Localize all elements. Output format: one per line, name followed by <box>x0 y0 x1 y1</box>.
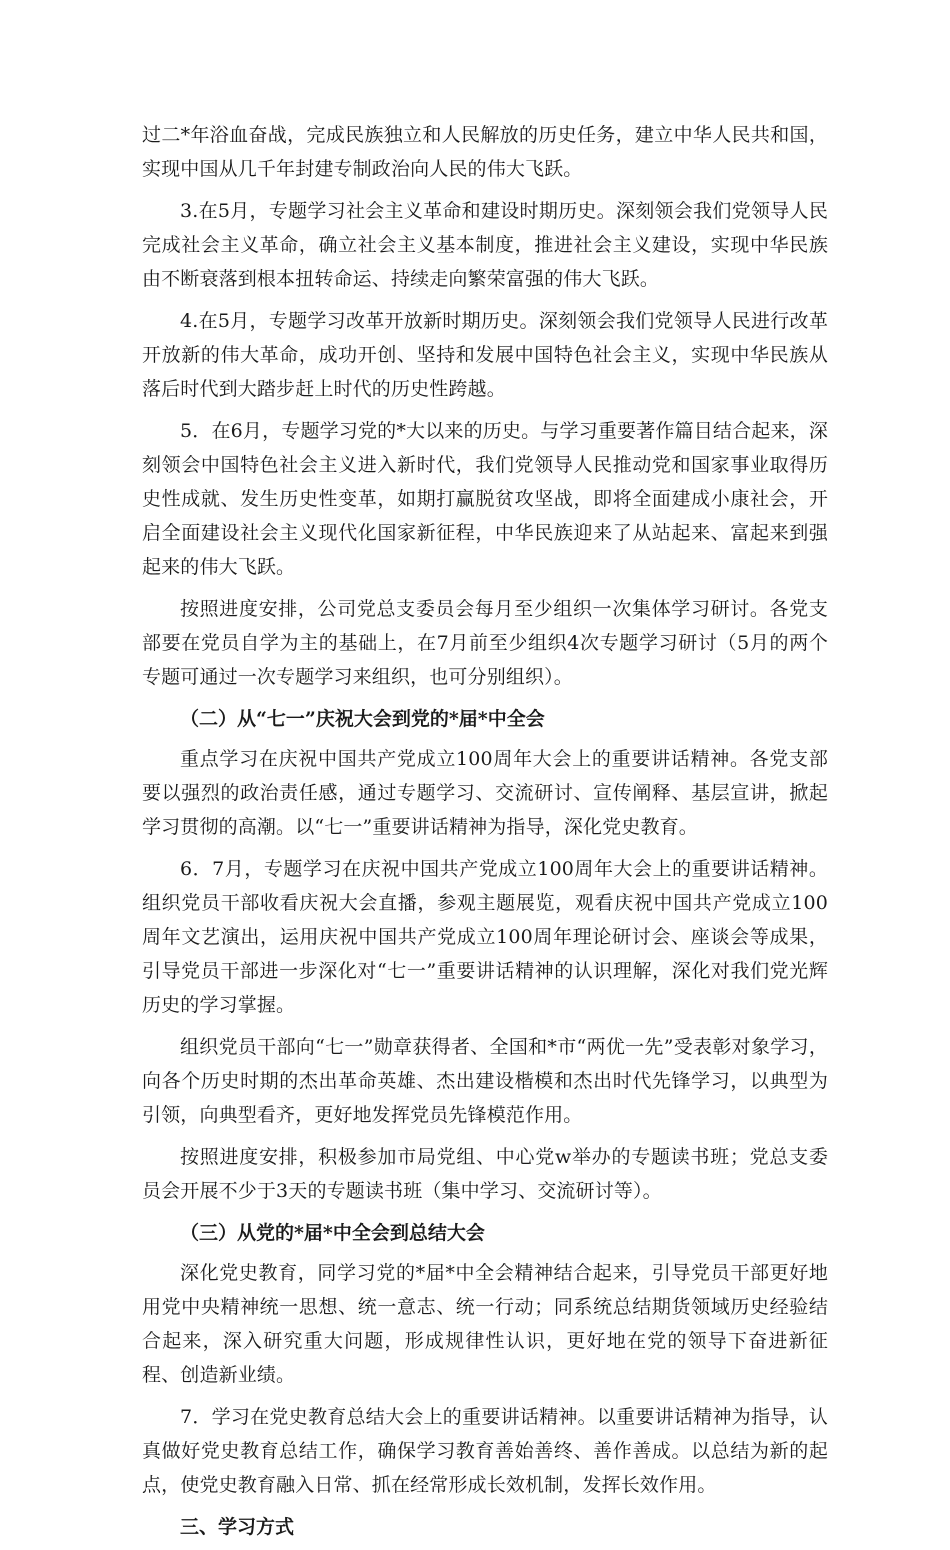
paragraph-item-4: 4.在5月，专题学习改革开放新时期历史。深刻领会我们党领导人民进行改革开放新的伟大革命，成功开创、坚持和发展中国特色社会主义，实现中华民族从落后时代到大踏步赶上时代的历史性跨越。 <box>142 310 828 400</box>
section-heading-2: （二）从“七一”庆祝大会到党的*届*中全会 <box>180 708 545 730</box>
chapter-heading-study-method: 三、学习方式 <box>180 1516 295 1538</box>
paragraph-item-5: 5．在6月，专题学习党的*大以来的历史。与学习重要著作篇目结合起来，深刻领会中国特色社会主义进入新时代，我们党领导人民推动党和国家事业取得历史性成就、发生历史性变革，如期打赢脱贫攻坚战，即将全面建成小康社会，开启全面建设社会主义现代化国家新征程，中华民族迎来了从站起来、富起来到强起来的伟大飞跃。 <box>142 420 828 578</box>
paragraph-item-3: 3.在5月，专题学习社会主义革命和建设时期历史。深刻领会我们党领导人民完成社会主义革命，确立社会主义基本制度，推进社会主义建设，实现中华民族由不断衰落到根本扭转命运、持续走向繁荣富强的伟大飞跃。 <box>142 200 828 290</box>
paragraph-role-models: 组织党员干部向“七一”勋章获得者、全国和*市“两优一先”受表彰对象学习，向各个历史时期的杰出革命英雄、杰出建设楷模和杰出时代先锋学习，以典型为引领，向典型看齐，更好地发挥党员先锋模范作用。 <box>142 1036 828 1126</box>
paragraph-deepen: 深化党史教育，同学习党的*届*中全会精神结合起来，引导党员干部更好地用党中央精神统一思想、统一意志、统一行动；同系统总结期货领域历史经验结合起来，深入研究重大问题，形成规律性认识，更好地在党的领导下奋进新征程、创造新业绩。 <box>142 1262 828 1386</box>
document-body <box>142 118 828 1550</box>
paragraph-item-6: 6．7月，专题学习在庆祝中国共产党成立100周年大会上的重要讲话精神。组织党员干部收看庆祝大会直播，参观主题展览，观看庆祝中国共产党成立100周年文艺演出，运用庆祝中国共产党成立100周年理论研讨会、座谈会等成果，引导党员干部进一步深化对“七一”重要讲话精神的认识理解，深化对我们党光辉历史的学习掌握。 <box>142 858 828 1016</box>
section-heading-3: （三）从党的*届*中全会到总结大会 <box>180 1222 485 1244</box>
paragraph-focus: 重点学习在庆祝中国共产党成立100周年大会上的重要讲话精神。各党支部要以强烈的政治责任感，通过专题学习、交流研讨、宣传阐释、基层宣讲，掀起学习贯彻的高潮。以“七一”重要讲话精神为指导，深化党史教育。 <box>142 748 828 838</box>
paragraph-schedule-1: 按照进度安排，公司党总支委员会每月至少组织一次集体学习研讨。各党支部要在党员自学为主的基础上，在7月前至少组织4次专题学习研讨（5月的两个专题可通过一次专题学习来组织，也可分别组织）。 <box>142 598 828 688</box>
paragraph-continuation: 过二*年浴血奋战，完成民族独立和人民解放的历史任务，建立中华人民共和国，实现中国从几千年封建专制政治向人民的伟大飞跃。 <box>142 124 828 180</box>
paragraph-schedule-2: 按照进度安排，积极参加市局党组、中心党w举办的专题读书班；党总支委员会开展不少于3天的专题读书班（集中学习、交流研讨等）。 <box>142 1146 828 1202</box>
paragraph-item-7: 7．学习在党史教育总结大会上的重要讲话精神。以重要讲话精神为指导，认真做好党史教育总结工作，确保学习教育善始善终、善作善成。以总结为新的起点，使党史教育融入日常、抓在经常形成长效机制，发挥长效作用。 <box>142 1406 828 1496</box>
